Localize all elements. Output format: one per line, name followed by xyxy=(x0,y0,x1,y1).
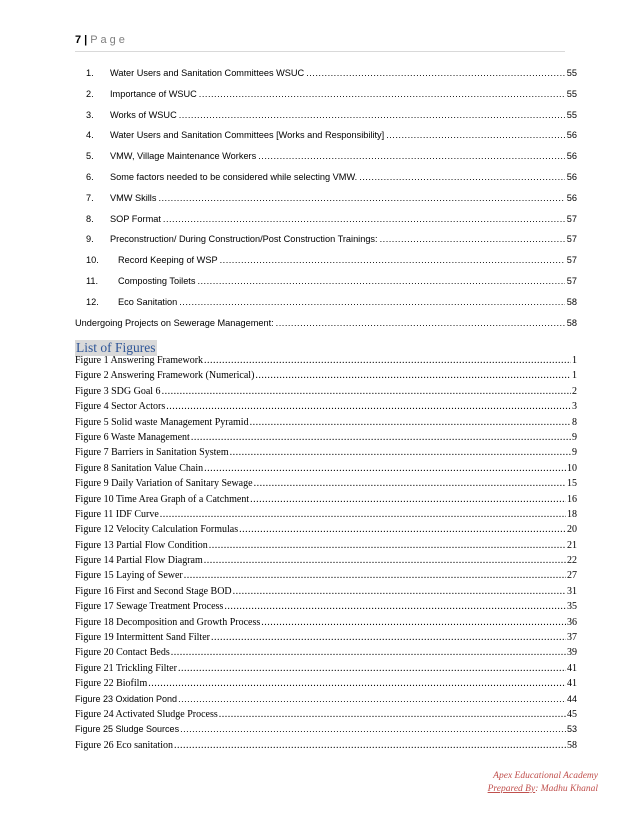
figure-leader-dots xyxy=(178,694,566,704)
toc-leader-dots xyxy=(158,193,564,203)
figure-entry-title[interactable]: Figure 18 Decomposition and Growth Process xyxy=(75,616,261,628)
footer-prepared-by xyxy=(488,783,598,796)
figure-entry[interactable] xyxy=(75,694,577,709)
figure-leader-dots xyxy=(178,663,566,674)
figure-leader-dots xyxy=(211,632,566,643)
figure-entry-title[interactable]: Figure 10 Time Area Graph of a Catchment xyxy=(75,493,250,505)
toc-entry-page: 57 xyxy=(566,275,577,286)
toc-leader-dots xyxy=(163,214,565,224)
figure-entry[interactable] xyxy=(75,740,577,755)
toc-entry[interactable] xyxy=(75,193,577,214)
figure-entry-page: 22 xyxy=(567,555,577,567)
figure-entry-page: 21 xyxy=(567,539,577,551)
toc-entry[interactable] xyxy=(75,130,577,151)
toc-entry-page: 57 xyxy=(566,255,577,266)
toc-leader-dots xyxy=(386,130,565,140)
figure-entry[interactable] xyxy=(75,709,577,724)
toc-entry[interactable] xyxy=(75,276,577,297)
figure-entry-title[interactable]: Figure 5 Solid waste Management Pyramid xyxy=(75,416,249,428)
figure-entry-page: 3 xyxy=(572,401,577,413)
toc-entry-title[interactable]: VMW, Village Maintenance Workers xyxy=(110,151,257,162)
figure-entry[interactable] xyxy=(75,370,577,385)
figure-leader-dots xyxy=(233,586,566,597)
table-of-contents xyxy=(75,68,577,338)
figure-entry[interactable] xyxy=(75,478,577,493)
figure-entry[interactable] xyxy=(75,601,577,616)
toc-leader-dots xyxy=(306,68,565,78)
toc-entry-title[interactable]: VMW Skills xyxy=(110,192,157,203)
toc-entry-number: 5. xyxy=(86,151,94,162)
figure-leader-dots xyxy=(162,386,571,397)
figure-entry-title[interactable]: Figure 25 Sludge Sources xyxy=(75,724,180,735)
page-number: 7 xyxy=(75,34,82,46)
figure-entry-title[interactable]: Figure 11 IDF Curve xyxy=(75,508,159,520)
toc-leader-dots xyxy=(359,172,565,182)
toc-entry-title[interactable]: Water Users and Sanitation Committees WSUC xyxy=(110,68,305,78)
toc-entry-page: 55 xyxy=(566,68,577,78)
toc-entry[interactable] xyxy=(75,68,577,89)
toc-entry-title[interactable]: Composting Toilets xyxy=(118,275,196,286)
figure-entry[interactable] xyxy=(75,447,577,462)
toc-entry-title[interactable]: Works of WSUC xyxy=(110,109,177,120)
figure-entry-page: 9 xyxy=(572,447,577,459)
figure-entry[interactable] xyxy=(75,586,577,601)
figure-entry[interactable] xyxy=(75,617,577,632)
figure-entry[interactable] xyxy=(75,494,577,509)
figure-entry[interactable] xyxy=(75,355,577,370)
figure-entry-page: 1 xyxy=(572,370,577,382)
toc-leader-dots xyxy=(197,276,564,286)
toc-entry-title[interactable]: SOP Format xyxy=(110,213,161,224)
toc-entry[interactable] xyxy=(75,318,577,339)
figure-entry[interactable] xyxy=(75,401,577,416)
toc-leader-dots xyxy=(179,297,565,307)
toc-entry-number: 9. xyxy=(86,234,94,245)
figure-entry-title[interactable]: Figure 2 Answering Framework (Numerical) xyxy=(75,370,255,382)
toc-entry-page: 56 xyxy=(566,130,577,141)
figure-entry-title[interactable]: Figure 12 Velocity Calculation Formulas xyxy=(75,524,239,536)
figure-entry[interactable] xyxy=(75,509,577,524)
figure-entry[interactable] xyxy=(75,386,577,401)
toc-entry-number: 3. xyxy=(86,109,94,120)
figure-entry-page: 2 xyxy=(572,385,577,397)
figure-entry[interactable] xyxy=(75,432,577,447)
toc-entry[interactable] xyxy=(75,214,577,235)
toc-entry-page: 55 xyxy=(566,109,577,120)
page-word: Page xyxy=(90,34,128,46)
list-of-figures xyxy=(75,355,577,755)
page-header xyxy=(75,34,128,46)
prepared-by-label: Prepared By xyxy=(487,784,536,794)
figure-entry-title[interactable]: Figure 23 Oxidation Pond xyxy=(75,693,178,704)
figure-entry[interactable] xyxy=(75,678,577,693)
figure-entry[interactable] xyxy=(75,540,577,555)
toc-entry[interactable] xyxy=(75,172,577,193)
prepared-by-name: : Madhu Khanal xyxy=(535,784,598,794)
figure-entry-page: 9 xyxy=(572,431,577,443)
toc-entry-title[interactable]: Some factors needed to be considered while selecting VMW. xyxy=(110,171,358,182)
toc-entry-number: 11. xyxy=(86,275,99,286)
figure-leader-dots xyxy=(250,494,566,505)
header-divider xyxy=(75,51,565,52)
figure-leader-dots xyxy=(184,570,566,581)
figure-entry-page: 44 xyxy=(566,693,577,704)
figure-leader-dots xyxy=(250,417,571,428)
toc-entry-title[interactable]: Eco Sanitation xyxy=(118,296,178,307)
toc-entry-page: 57 xyxy=(566,234,577,245)
toc-entry[interactable] xyxy=(75,234,577,255)
figure-entry[interactable] xyxy=(75,570,577,585)
figure-entry-title[interactable]: Figure 1 Answering Framework xyxy=(75,355,204,366)
figure-entry-title[interactable]: Figure 19 Intermittent Sand Filter xyxy=(75,632,210,644)
figure-leader-dots xyxy=(209,540,566,551)
toc-entry-page: 58 xyxy=(566,296,577,307)
figure-entry-title[interactable]: Figure 9 Daily Variation of Sanitary Sewage xyxy=(75,478,253,490)
figure-entry-page: 35 xyxy=(567,601,577,613)
figure-entry[interactable] xyxy=(75,524,577,539)
list-of-figures-heading[interactable]: List of Figures xyxy=(76,340,156,355)
figure-entry-page: 8 xyxy=(572,416,577,428)
figure-entry-title[interactable]: Figure 8 Sanitation Value Chain xyxy=(75,462,204,474)
figure-leader-dots xyxy=(204,463,566,474)
toc-entry-page: 58 xyxy=(566,317,577,328)
toc-leader-dots xyxy=(199,89,565,99)
toc-entry-number: 12. xyxy=(86,296,99,307)
toc-entry-page: 57 xyxy=(566,213,577,224)
figure-entry-page: 45 xyxy=(567,708,577,720)
figure-entry-title[interactable]: Figure 7 Barriers in Sanitation System xyxy=(75,447,229,459)
figure-leader-dots xyxy=(148,678,566,689)
figure-entry-title[interactable]: Figure 21 Trickling Filter xyxy=(75,662,177,674)
figure-entry-page: 16 xyxy=(567,493,577,505)
figure-entry-page: 36 xyxy=(567,616,577,628)
figure-entry-title[interactable]: Figure 17 Sewage Treatment Process xyxy=(75,601,224,613)
toc-entry-number: 4. xyxy=(86,130,94,141)
figure-leader-dots xyxy=(261,617,566,628)
toc-leader-dots xyxy=(220,255,565,265)
figure-entry-title[interactable]: Figure 22 Biofilm xyxy=(75,678,148,690)
toc-entry-title[interactable]: Importance of WSUC xyxy=(110,88,197,99)
figure-leader-dots xyxy=(230,447,571,458)
figure-entry-page: 41 xyxy=(567,678,577,690)
toc-entry-page: 56 xyxy=(566,171,577,182)
header-separator: | xyxy=(84,34,88,46)
figure-entry-title[interactable]: Figure 14 Partial Flow Diagram xyxy=(75,555,203,567)
figure-leader-dots xyxy=(166,401,571,412)
figure-entry-title[interactable]: Figure 3 SDG Goal 6 xyxy=(75,385,161,397)
toc-entry-title[interactable]: Preconstruction/ During Construction/Post Construction Trainings: xyxy=(110,234,378,245)
toc-entry-page: 56 xyxy=(566,151,577,162)
toc-entry-number: 10. xyxy=(86,255,99,266)
figure-entry-title[interactable]: Figure 4 Sector Actors xyxy=(75,401,166,413)
toc-leader-dots xyxy=(179,110,565,120)
figure-entry[interactable] xyxy=(75,632,577,647)
figure-leader-dots xyxy=(255,370,571,381)
figure-leader-dots xyxy=(204,355,571,366)
figure-leader-dots xyxy=(219,709,566,720)
figure-entry[interactable] xyxy=(75,555,577,570)
toc-entry[interactable] xyxy=(75,297,577,318)
toc-entry[interactable] xyxy=(75,89,577,110)
footer-academy: Apex Educational Academy xyxy=(493,771,598,781)
toc-leader-dots xyxy=(380,234,565,244)
figure-entry-title[interactable]: Figure 15 Laying of Sewer xyxy=(75,570,183,582)
figure-entry-title[interactable]: Figure 16 First and Second Stage BOD xyxy=(75,585,232,597)
figure-leader-dots xyxy=(160,509,566,520)
figure-entry-page: 18 xyxy=(567,508,577,520)
figure-entry-page: 37 xyxy=(567,632,577,644)
figure-entry-page: 39 xyxy=(567,647,577,659)
figure-leader-dots xyxy=(254,478,566,489)
figure-entry-page: 1 xyxy=(572,355,577,366)
figure-leader-dots xyxy=(204,555,566,566)
figure-leader-dots xyxy=(224,601,566,612)
toc-entry-number: 8. xyxy=(86,213,94,224)
figure-entry[interactable] xyxy=(75,724,577,739)
figure-entry-page: 27 xyxy=(567,570,577,582)
figure-leader-dots xyxy=(174,740,566,751)
figure-entry-page: 53 xyxy=(566,724,577,735)
figure-entry-title[interactable]: Figure 13 Partial Flow Condition xyxy=(75,539,208,551)
toc-entry-number: 6. xyxy=(86,171,94,182)
figure-entry-page: 20 xyxy=(567,524,577,536)
figure-entry[interactable] xyxy=(75,647,577,662)
toc-entry[interactable] xyxy=(75,110,577,131)
figure-leader-dots xyxy=(180,724,566,734)
figure-entry-page: 41 xyxy=(567,662,577,674)
figure-entry-page: 10 xyxy=(567,462,577,474)
toc-entry-title[interactable]: Record Keeping of WSP xyxy=(118,255,218,266)
figure-leader-dots xyxy=(171,647,566,658)
figure-entry-page: 58 xyxy=(567,739,577,751)
footer xyxy=(488,770,598,796)
toc-entry-title[interactable]: Water Users and Sanitation Committees [Works and Responsibility] xyxy=(110,130,385,141)
toc-entry[interactable] xyxy=(75,255,577,276)
toc-leader-dots xyxy=(276,318,565,328)
toc-entry-title[interactable]: Undergoing Projects on Sewerage Management: xyxy=(75,317,274,328)
figure-entry[interactable] xyxy=(75,417,577,432)
toc-entry-number: 2. xyxy=(86,88,94,99)
figure-entry[interactable] xyxy=(75,463,577,478)
figure-entry-page: 31 xyxy=(567,585,577,597)
toc-entry-page: 55 xyxy=(566,88,577,99)
figure-leader-dots xyxy=(239,524,566,535)
figure-entry-title[interactable]: Figure 20 Contact Beds xyxy=(75,647,170,659)
figure-leader-dots xyxy=(191,432,571,443)
toc-entry-page: 56 xyxy=(566,192,577,203)
figure-entry-page: 15 xyxy=(567,478,577,490)
toc-leader-dots xyxy=(258,151,565,161)
toc-entry-number: 7. xyxy=(86,192,94,203)
figure-entry[interactable] xyxy=(75,663,577,678)
figure-entry-title[interactable]: Figure 26 Eco sanitation xyxy=(75,739,174,751)
toc-entry-number: 1. xyxy=(86,68,94,78)
figure-entry-title[interactable]: Figure 6 Waste Management xyxy=(75,431,190,443)
figure-entry-title[interactable]: Figure 24 Activated Sludge Process xyxy=(75,708,218,720)
toc-entry[interactable] xyxy=(75,151,577,172)
